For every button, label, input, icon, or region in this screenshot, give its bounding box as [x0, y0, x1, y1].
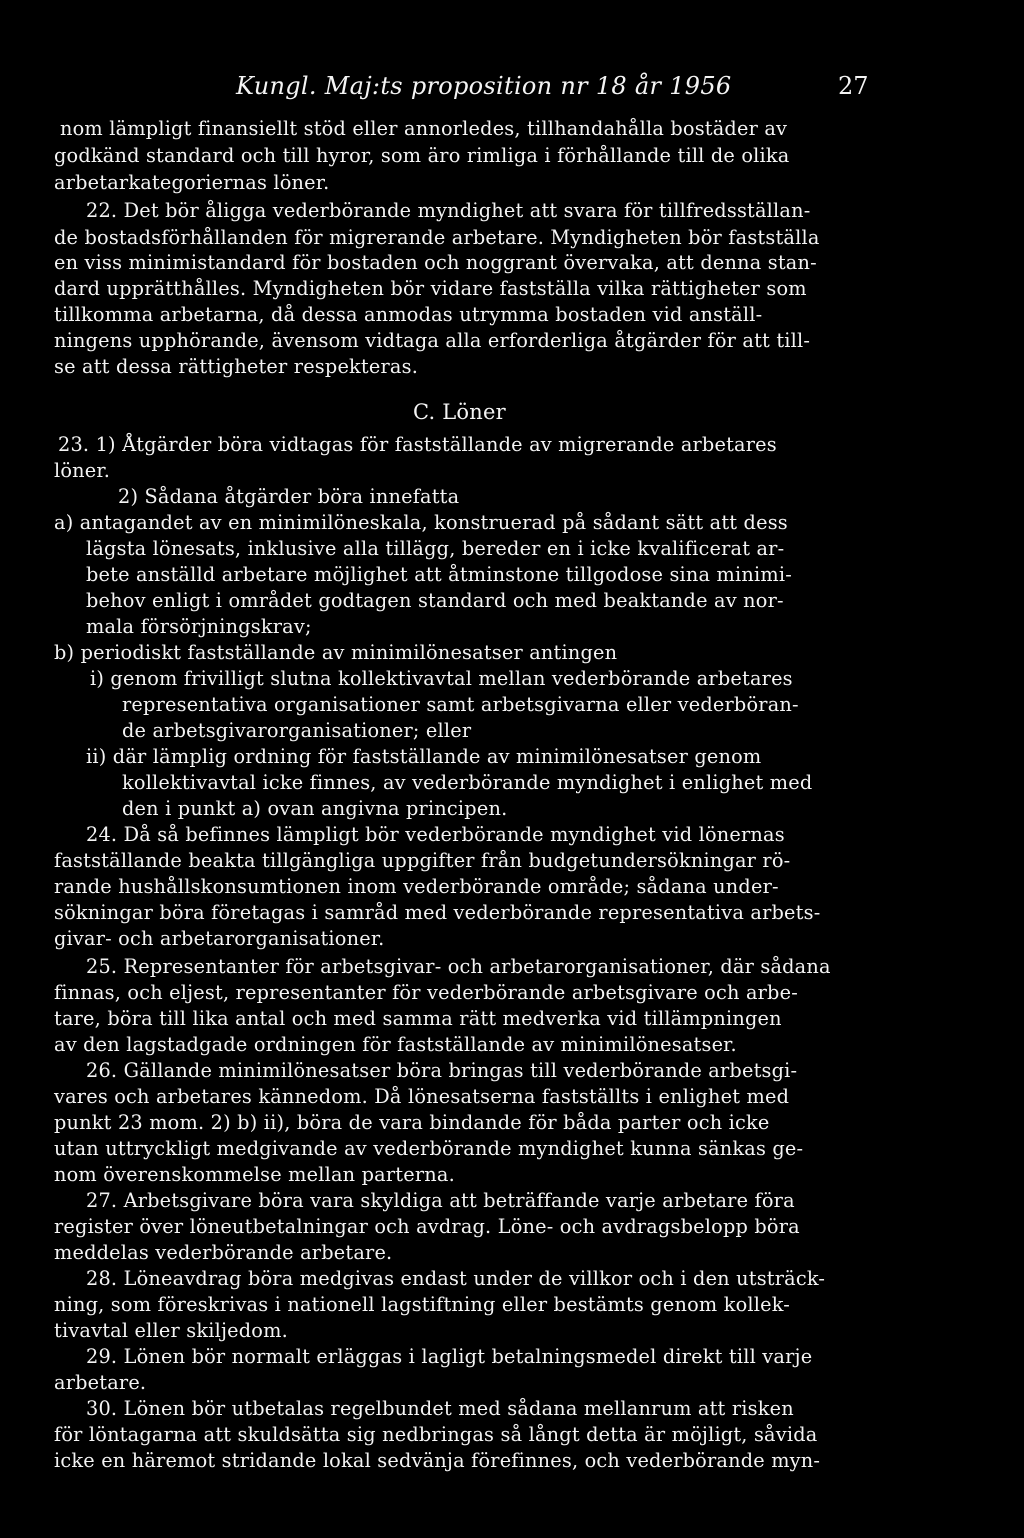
text-line: sökningar böra företagas i samråd med vederbörande representativa arbets-: [54, 901, 821, 924]
text-line: tare, böra till lika antal och med samma rätt medverka vid tillämpningen: [54, 1007, 782, 1030]
text-line: 26. Gällande minimilönesatser böra bringas till vederbörande arbetsgi-: [86, 1059, 798, 1082]
text-line: rande hushållskonsumtionen inom vederbörande område; sådana under-: [54, 875, 779, 898]
text-line: arbetare.: [54, 1371, 147, 1394]
text-line: nom lämpligt finansiellt stöd eller annorledes, tillhandahålla bostäder av: [60, 117, 788, 140]
text-line: dard upprätthålles. Myndigheten bör vidare fastställa vilka rättigheter som: [54, 277, 807, 300]
text-line: fastställande beakta tillgängliga uppgifter från budgetundersökningar rö-: [54, 849, 791, 872]
text-line: icke en häremot stridande lokal sedvänja förefinnes, och vederbörande myn-: [54, 1449, 821, 1472]
page-header: [0, 72, 1024, 104]
text-line: 2) Sådana åtgärder böra innefatta: [118, 485, 460, 508]
page-number: 27: [838, 72, 869, 100]
section-heading: C. Löner: [413, 400, 506, 424]
text-line: 29. Lönen bör normalt erläggas i lagligt betalningsmedel direkt till varje: [86, 1345, 813, 1368]
text-line: nom överenskommelse mellan parterna.: [54, 1163, 455, 1186]
list-item: b) periodiskt fastställande av minimilönesatser antingen: [54, 641, 618, 664]
text-line: mala försörjningskrav;: [86, 615, 312, 638]
text-line: tillkomma arbetarna, då dessa anmodas utrymma bostaden vid anställ-: [54, 303, 763, 326]
text-line: för löntagarna att skuldsätta sig nedbringas så långt detta är möjligt, såvida: [54, 1423, 818, 1446]
text-line: 28. Löneavdrag böra medgivas endast under de villkor och i den utsträck-: [86, 1267, 826, 1290]
text-line: 25. Representanter för arbetsgivar- och arbetarorganisationer, där sådana: [86, 955, 831, 978]
text-line: 22. Det bör åligga vederbörande myndighet att svara för tillfredsställan-: [86, 199, 811, 222]
text-line: en viss minimistandard för bostaden och noggrant övervaka, att denna stan-: [54, 251, 817, 274]
list-item: ii) där lämplig ordning för fastställande av minimilönesatser genom: [86, 745, 762, 768]
list-item: i) genom frivilligt slutna kollektivavtal mellan vederbörande arbetares: [90, 667, 793, 690]
text-line: utan uttryckligt medgivande av vederbörande myndighet kunna sänkas ge-: [54, 1137, 804, 1160]
text-line: kollektivavtal icke finnes, av vederbörande myndighet i enlighet med: [122, 771, 813, 794]
text-line: godkänd standard och till hyror, som äro rimliga i förhållande till de olika: [54, 144, 790, 167]
list-item: a) antagandet av en minimilöneskala, konstruerad på sådant sätt att dess: [54, 511, 788, 534]
text-line: av den lagstadgade ordningen för fastställande av minimilönesatser.: [54, 1033, 737, 1056]
text-line: ningens upphörande, ävensom vidtaga alla erforderliga åtgärder för att till-: [54, 329, 811, 352]
text-line: bete anställd arbetare möjlighet att åtminstone tillgodose sina minimi-: [86, 563, 792, 586]
text-line: behov enligt i området godtagen standard och med beaktande av nor-: [86, 589, 784, 612]
text-line: vares och arbetares kännedom. Då lönesatserna fastställts i enlighet med: [54, 1085, 790, 1108]
text-line: 23. 1) Åtgärder böra vidtagas för fastställande av migrerande arbetares: [58, 433, 777, 456]
text-line: 24. Då så befinnes lämpligt bör vederbörande myndighet vid lönernas: [86, 823, 785, 846]
text-line: meddelas vederbörande arbetare.: [54, 1241, 393, 1264]
running-title: Kungl. Maj:ts proposition nr 18 år 1956: [236, 72, 732, 100]
text-line: de bostadsförhållanden för migrerande arbetare. Myndigheten bör fastställa: [54, 226, 820, 249]
text-line: ning, som föreskrivas i nationell lagstiftning eller bestämts genom kollek-: [54, 1293, 790, 1316]
text-line: se att dessa rättigheter respekteras.: [54, 355, 419, 378]
text-line: finnas, och eljest, representanter för vederbörande arbetsgivare och arbe-: [54, 981, 798, 1004]
text-line: den i punkt a) ovan angivna principen.: [122, 797, 508, 820]
text-line: givar- och arbetarorganisationer.: [54, 927, 385, 950]
text-line: lägsta lönesats, inklusive alla tillägg, bereder en i icke kvalificerat ar-: [86, 537, 785, 560]
text-line: register över löneutbetalningar och avdrag. Löne- och avdragsbelopp böra: [54, 1215, 800, 1238]
text-line: löner.: [54, 459, 111, 482]
text-line: de arbetsgivarorganisationer; eller: [122, 719, 472, 742]
text-line: 30. Lönen bör utbetalas regelbundet med sådana mellanrum att risken: [86, 1397, 794, 1420]
text-line: representativa organisationer samt arbetsgivarna eller vederböran-: [122, 693, 799, 716]
text-line: punkt 23 mom. 2) b) ii), böra de vara bindande för båda parter och icke: [54, 1111, 770, 1134]
text-line: tivavtal eller skiljedom.: [54, 1319, 288, 1342]
text-line: 27. Arbetsgivare böra vara skyldiga att beträffande varje arbetare föra: [86, 1189, 795, 1212]
text-line: arbetarkategoriernas löner.: [54, 171, 330, 194]
